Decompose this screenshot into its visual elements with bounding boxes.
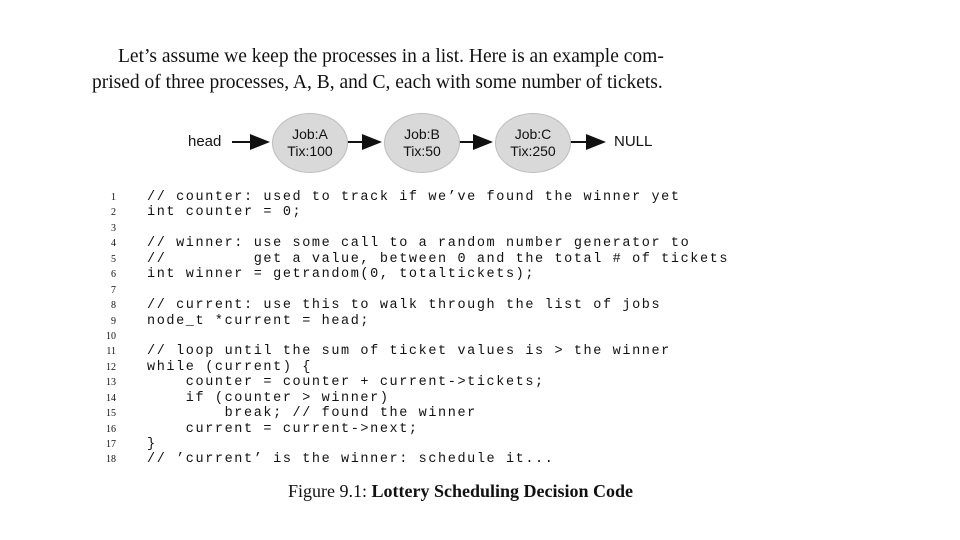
code-line xyxy=(100,251,730,267)
node-job-c xyxy=(495,113,571,173)
intro-line-2: prised of three processes, A, B, and C, each with some number of tickets. xyxy=(92,72,663,93)
code-text: } xyxy=(147,437,157,452)
line-number: 15 xyxy=(106,408,116,420)
code-text: // current: use this to walk through the list of jobs xyxy=(147,298,662,314)
code-line xyxy=(100,375,545,391)
line-number: 13 xyxy=(106,377,116,389)
code-line xyxy=(100,421,419,437)
figure-title: Lottery Scheduling Decision Code xyxy=(371,481,634,501)
code-line xyxy=(100,329,116,344)
line-number: 5 xyxy=(111,253,116,265)
line-number: 3 xyxy=(111,222,116,234)
intro-paragraph xyxy=(92,44,892,96)
code-text: // ’current’ is the winner: schedule it... xyxy=(147,452,555,468)
line-number: 4 xyxy=(111,238,116,250)
line-number: 11 xyxy=(106,346,116,358)
line-number: 16 xyxy=(106,423,116,435)
diagram-arrows xyxy=(0,105,960,180)
line-number: 14 xyxy=(106,392,116,404)
code-line xyxy=(100,267,536,283)
code-line xyxy=(100,283,116,298)
node-a-job: Job:A xyxy=(292,126,328,142)
code-text: counter = counter + current->tickets; xyxy=(147,375,545,391)
line-number: 2 xyxy=(111,207,116,219)
code-text: int counter = 0; xyxy=(147,205,303,221)
line-number: 10 xyxy=(106,330,116,342)
code-text: if (counter > winner) xyxy=(147,390,390,406)
code-text: int winner = getrandom(0, totaltickets); xyxy=(147,267,536,283)
intro-line-1: Let’s assume we keep the processes in a list. Here is an example com- xyxy=(118,46,664,67)
code-line xyxy=(100,298,662,314)
node-a-tix: Tix:100 xyxy=(287,143,333,159)
code-line xyxy=(100,452,555,468)
line-number: 8 xyxy=(111,300,116,312)
code-text: // counter: used to track if we’ve found the winner yet xyxy=(147,190,681,205)
line-number: 6 xyxy=(111,269,116,281)
null-label: NULL xyxy=(614,133,653,150)
code-listing xyxy=(100,190,730,468)
code-text: // get a value, between 0 and the total # of tickets xyxy=(147,251,730,267)
code-line xyxy=(100,221,116,236)
node-c-job: Job:C xyxy=(514,126,552,142)
line-number: 18 xyxy=(106,454,116,466)
line-number: 12 xyxy=(106,361,116,373)
code-text: node_t *current = head; xyxy=(147,313,371,329)
code-text: break; // found the winner xyxy=(147,406,477,422)
head-label: head xyxy=(188,133,222,150)
linked-list-diagram xyxy=(0,105,960,180)
node-job-b xyxy=(384,113,460,173)
line-number: 9 xyxy=(111,315,116,327)
code-line xyxy=(100,437,157,452)
code-text: current = current->next; xyxy=(147,421,419,437)
code-line xyxy=(100,406,477,422)
code-line xyxy=(100,313,371,329)
code-line xyxy=(100,190,681,205)
node-job-a xyxy=(272,113,348,173)
node-c-tix: Tix:250 xyxy=(510,143,556,159)
code-text: // loop until the sum of ticket values is > the winner xyxy=(147,344,671,360)
code-line xyxy=(100,205,303,221)
line-number: 17 xyxy=(106,439,116,450)
node-b-tix: Tix:50 xyxy=(403,143,441,159)
code-text: while (current) { xyxy=(147,359,312,375)
line-number: 7 xyxy=(111,284,116,296)
figure-label: Figure 9.1: xyxy=(288,481,367,501)
code-text: // winner: use some call to a random number generator to xyxy=(147,236,691,252)
code-line xyxy=(100,359,312,375)
node-b-job: Job:B xyxy=(404,126,440,142)
code-line xyxy=(100,390,390,406)
line-number: 1 xyxy=(111,192,116,203)
figure-caption xyxy=(288,481,633,502)
code-line xyxy=(100,344,671,360)
code-line xyxy=(100,236,691,252)
